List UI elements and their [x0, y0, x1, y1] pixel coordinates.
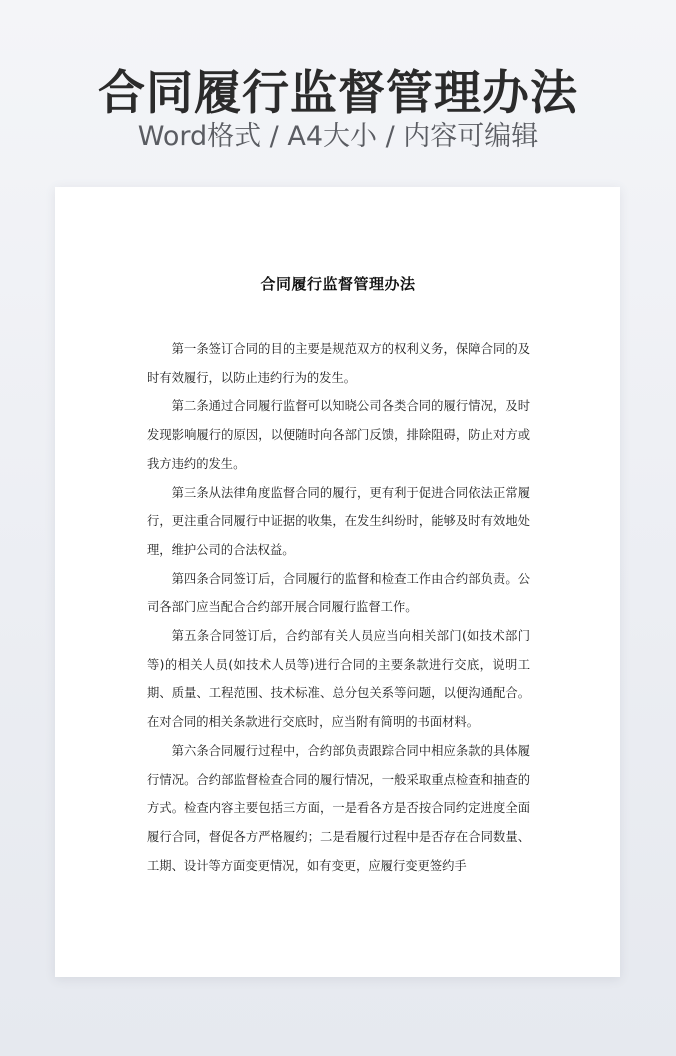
- document-title: 合同履行监督管理办法: [260, 275, 416, 293]
- article-1: 第一条签订合同的目的主要是规范双方的权利义务，保障合同的及时有效履行，以防止违约行为的发生。: [147, 342, 530, 385]
- article-2: 第二条通过合同履行监督可以知晓公司各类合同的履行情况，及时发现影响履行的原因，以便随时向各部门反馈，排除阻碍，防止对方或我方违约的发生。: [147, 399, 530, 471]
- banner-title: 合同履行监督管理办法: [98, 66, 578, 121]
- article-5: 第五条合同签订后，合约部有关人员应当向相关部门(如技术部门等)的相关人员(如技术人员等)进行合同的主要条款进行交底，说明工期、质量、工程范围、技术标准、总分包关系等问题，以便沟通配合。在对合同的相关条款进行交底时，应当附有简明的书面材料。: [147, 629, 530, 730]
- article-3: 第三条从法律角度监督合同的履行，更有利于促进合同依法正常履行，更注重合同履行中证据的收集，在发生纠纷时，能够及时有效地处理，维护公司的合法权益。: [147, 485, 530, 557]
- document-body: [147, 335, 530, 880]
- article-4: 第四条合同签订后，合同履行的监督和检查工作由合约部负责。公司各部门应当配合合约部开展合同履行监督工作。: [147, 571, 530, 615]
- article-6: 第六条合同履行过程中，合约部负责跟踪合同中相应条款的具体履行情况。合约部监督检查合同的履行情况，一般采取重点检查和抽查的方式。检查内容主要包括三方面，一是看各方是否按合同约定进度全面履行合同，督促各方严格履约；二是看履行过程中是否存在合同数量、工期、设计等方面变更情况，如有变更，应履行变更签约手: [147, 743, 530, 873]
- banner-subtitle: Word格式 / A4大小 / 内容可编辑: [137, 121, 539, 152]
